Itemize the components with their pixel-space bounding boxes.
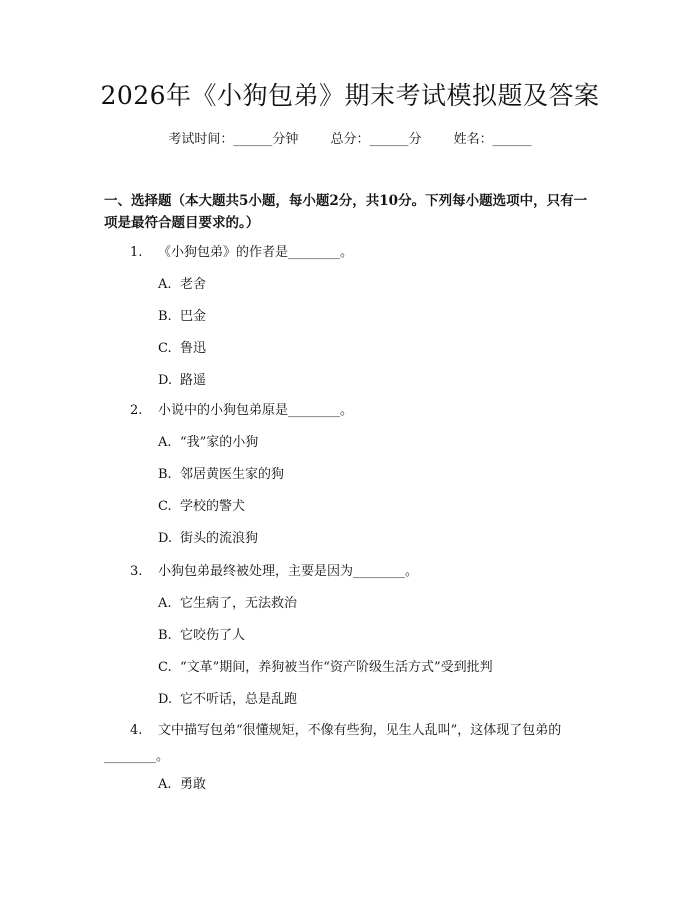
option-text: 鲁迅 xyxy=(180,341,207,356)
option-letter: D. xyxy=(158,692,173,707)
section-heading: 一、选择题（本大题共5小题，每小题2分，共10分。下列每小题选项中，只有一项是最符合题目要求的。） xyxy=(104,193,588,231)
option-text: “文革”期间，养狗被当作“资产阶级生活方式”受到批判 xyxy=(180,660,493,675)
page-title: 2026年《小狗包弟》期末考试模拟题及答案 xyxy=(100,81,600,110)
option-text: 老舍 xyxy=(180,277,207,292)
question-3-option-b xyxy=(158,626,245,646)
option-letter: D. xyxy=(158,531,173,546)
option-text: 路遥 xyxy=(180,373,207,388)
option-letter: A. xyxy=(158,596,172,611)
question-3 xyxy=(104,559,600,585)
option-text: 街头的流浪狗 xyxy=(180,531,259,546)
question-4 xyxy=(104,718,600,770)
question-number: 3. xyxy=(130,564,143,579)
question-number: 4. xyxy=(130,723,143,738)
question-4-option-a xyxy=(158,775,206,795)
question-3-option-c xyxy=(158,658,493,678)
question-1-option-a xyxy=(158,275,206,295)
option-text: 邻居黄医生家的狗 xyxy=(180,467,285,482)
option-text: 勇敢 xyxy=(180,777,207,792)
option-text: 它不听话，总是乱跑 xyxy=(180,692,298,707)
exam-info-line xyxy=(0,130,700,150)
question-1-option-d xyxy=(158,371,206,391)
question-2-option-c xyxy=(158,497,245,517)
question-2 xyxy=(104,398,600,424)
name-field: 姓名：______ xyxy=(453,132,532,147)
question-2-option-d xyxy=(158,529,258,549)
question-1 xyxy=(104,240,600,266)
question-text: 文中描写包弟“很懂规矩，不像有些狗，见生人乱叫”，这体现了包弟的________。 xyxy=(104,723,562,764)
question-number: 2. xyxy=(130,403,143,418)
question-1-option-c xyxy=(158,339,206,359)
question-text: 《小狗包弟》的作者是________。 xyxy=(158,245,354,260)
question-2-option-a xyxy=(158,433,258,453)
total-score-field: 总分：______分 xyxy=(330,132,422,147)
question-text: 小说中的小狗包弟原是________。 xyxy=(158,403,354,418)
exam-time-field: 考试时间：______分钟 xyxy=(168,132,299,147)
option-letter: B. xyxy=(158,467,172,482)
question-3-option-a xyxy=(158,594,297,614)
option-text: 它咬伤了人 xyxy=(180,628,246,643)
option-letter: B. xyxy=(158,309,172,324)
option-text: 巴金 xyxy=(180,309,207,324)
question-text: 小狗包弟最终被处理，主要是因为________。 xyxy=(158,564,419,579)
question-3-option-d xyxy=(158,690,297,710)
option-letter: A. xyxy=(158,435,172,450)
option-letter: C. xyxy=(158,499,172,514)
option-letter: C. xyxy=(158,660,172,675)
option-letter: B. xyxy=(158,628,172,643)
question-number: 1. xyxy=(130,245,143,260)
option-text: 学校的警犬 xyxy=(180,499,246,514)
question-2-option-b xyxy=(158,465,284,485)
option-text: “我”家的小狗 xyxy=(180,435,259,450)
option-letter: C. xyxy=(158,341,172,356)
option-letter: A. xyxy=(158,277,172,292)
option-text: 它生病了，无法救治 xyxy=(180,596,298,611)
question-1-option-b xyxy=(158,307,206,327)
option-letter: A. xyxy=(158,777,172,792)
option-letter: D. xyxy=(158,373,173,388)
